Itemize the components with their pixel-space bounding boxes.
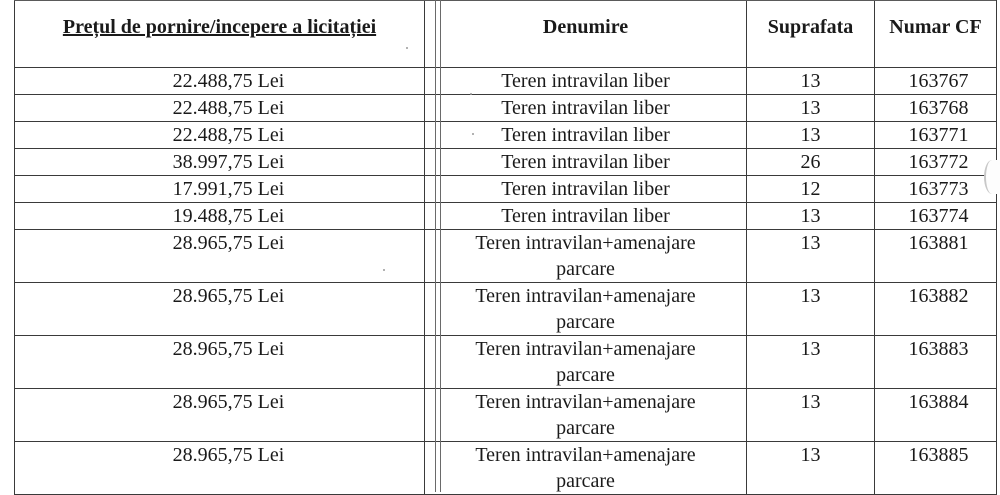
name-cell — [425, 283, 747, 336]
area-cell: 13 — [747, 283, 875, 336]
header-row — [15, 1, 997, 68]
area-cell: 13 — [747, 389, 875, 442]
price-cell: 22.488,75 Lei — [15, 122, 425, 149]
name-line: Teren intravilan+amenajare — [475, 444, 696, 466]
header-cf: Numar CF — [875, 1, 997, 68]
cf-number-cell: 163768 — [875, 95, 997, 122]
table-row — [15, 283, 997, 336]
header-area: Suprafata — [747, 1, 875, 68]
table-row — [15, 336, 997, 389]
scan-speck — [406, 47, 408, 49]
cf-number-cell: 163883 — [875, 336, 997, 389]
name-line: Teren intravilan liber — [501, 70, 670, 92]
top-border — [14, 0, 996, 1]
cf-number-cell: 163773 — [875, 176, 997, 203]
name-line: Teren intravilan+amenajare — [475, 391, 696, 413]
area-cell: 13 — [747, 336, 875, 389]
price-cell: 28.965,75 Lei — [15, 442, 425, 495]
name-cell — [425, 176, 747, 203]
cf-number-cell: 163882 — [875, 283, 997, 336]
area-cell: 12 — [747, 176, 875, 203]
price-cell: 22.488,75 Lei — [15, 95, 425, 122]
cf-number-cell: 163881 — [875, 230, 997, 283]
name-line: Teren intravilan+amenajare — [475, 232, 696, 254]
area-cell: 13 — [747, 442, 875, 495]
table-row — [15, 442, 997, 495]
name-line-2: parcare — [556, 258, 615, 280]
name-cell — [425, 68, 747, 95]
name-line: Teren intravilan liber — [501, 97, 670, 119]
name-line-2: parcare — [556, 364, 615, 386]
punch-hole-mark — [984, 160, 1000, 194]
name-line-2: parcare — [556, 311, 615, 333]
scan-speck — [470, 93, 472, 95]
name-cell — [425, 230, 747, 283]
name-line: Teren intravilan+amenajare — [475, 338, 696, 360]
cf-number-cell: 163885 — [875, 442, 997, 495]
table-row — [15, 122, 997, 149]
area-cell: 13 — [747, 203, 875, 230]
scan-speck — [472, 133, 474, 135]
name-line: Teren intravilan liber — [501, 151, 670, 173]
name-cell — [425, 149, 747, 176]
table-row — [15, 95, 997, 122]
price-cell: 28.965,75 Lei — [15, 336, 425, 389]
price-cell: 19.488,75 Lei — [15, 203, 425, 230]
price-cell: 22.488,75 Lei — [15, 68, 425, 95]
area-cell: 13 — [747, 230, 875, 283]
name-cell — [425, 442, 747, 495]
land-auction-table — [14, 0, 997, 495]
name-line: Teren intravilan liber — [501, 178, 670, 200]
name-cell — [425, 336, 747, 389]
cf-number-cell: 163767 — [875, 68, 997, 95]
table-row — [15, 149, 997, 176]
area-cell: 13 — [747, 95, 875, 122]
price-cell: 17.991,75 Lei — [15, 176, 425, 203]
cf-number-cell: 163772 — [875, 149, 997, 176]
area-cell: 13 — [747, 122, 875, 149]
name-line: Teren intravilan liber — [501, 205, 670, 227]
name-cell — [425, 95, 747, 122]
header-price: Prețul de pornire/incepere a licitației — [15, 1, 425, 68]
price-cell: 28.965,75 Lei — [15, 283, 425, 336]
cf-number-cell: 163884 — [875, 389, 997, 442]
name-line-2: parcare — [556, 470, 615, 492]
name-line-2: parcare — [556, 417, 615, 439]
name-cell — [425, 203, 747, 230]
name-line: Teren intravilan liber — [501, 124, 670, 146]
header-name: Denumire — [425, 1, 747, 68]
double-column-rule — [435, 0, 441, 492]
cf-number-cell: 163771 — [875, 122, 997, 149]
area-cell: 26 — [747, 149, 875, 176]
price-cell: 38.997,75 Lei — [15, 149, 425, 176]
name-cell — [425, 389, 747, 442]
price-cell: 28.965,75 Lei — [15, 389, 425, 442]
cf-number-cell: 163774 — [875, 203, 997, 230]
area-cell: 13 — [747, 68, 875, 95]
scan-speck — [383, 269, 385, 271]
name-cell — [425, 122, 747, 149]
table-row — [15, 230, 997, 283]
price-cell: 28.965,75 Lei — [15, 230, 425, 283]
table-row — [15, 68, 997, 95]
table-row — [15, 203, 997, 230]
table-row — [15, 176, 997, 203]
auction-document — [14, 0, 996, 492]
table-row — [15, 389, 997, 442]
name-line: Teren intravilan+amenajare — [475, 285, 696, 307]
